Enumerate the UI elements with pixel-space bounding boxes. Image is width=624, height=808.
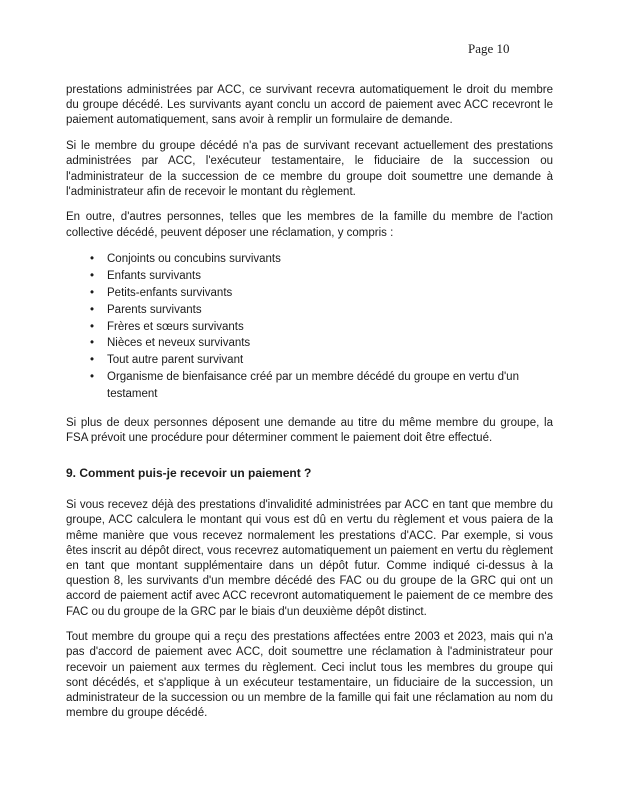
list-item-conjoints: • Conjoints ou concubins survivants — [66, 251, 553, 268]
paragraph-claim-required: Tout membre du groupe qui a reçu des prestations affectées entre 2003 et 2023, mais qui n'a pas d'accord de paiement avec ACC, doit soumettre une réclamation à l'administrateur pour recevoir un paiement aux termes du règlement. Ceci inclut tous les membres du groupe qui sont décédés, et s'applique à un exécuteur testamentaire, un fiduciaire de la succession, un administrateur de la succession ou un membre de la famille qui fait une réclamation au nom du membre du groupe décédé. — [66, 631, 553, 720]
page-content — [66, 83, 553, 732]
paragraph-multiple-claims: Si plus de deux personnes déposent une demande au titre du même membre du groupe, la FSA prévoit une procédure pour déterminer comment le paiement doit être effectué. — [66, 416, 553, 444]
list-item-enfants: • Enfants survivants — [66, 268, 553, 285]
list-item-petits-enfants: • Petits-enfants survivants — [66, 285, 553, 302]
paragraph-payment-method: Si vous recevez déjà des prestations d'invalidité administrées par ACC en tant que membre du groupe, ACC calculera le montant qui vous est dû en vertu du règlement et vous paiera de la même manière que vous recevez normalement les prestations d'ACC. Par exemple, si vous êtes inscrit au dépôt direct, vous recevrez automatiquement un paiement en vertu du règlement en tant que montant supplémentaire dans un dépôt futur. Comme indiqué ci-dessus à la question 8, les survivants d'un membre décédé des FAC ou du groupe de la GRC qui ont un accord de paiement actif avec ACC recevront automatiquement le paiement de ce membre des FAC ou du groupe de la GRC par le biais d'un deuxième dépôt distinct. — [66, 499, 553, 618]
paragraph-survivor-continuation: prestations administrées par ACC, ce survivant recevra automatiquement le droit du membre du groupe décédé. Les survivants ayant conclu un accord de paiement avec ACC recevront le paiement automatiquement, sans avoir à remplir un formulaire de demande. — [66, 84, 553, 127]
list-item-organisme-bienfaisance: • Organisme de bienfaisance créé par un membre décédé du groupe en vertu d'un testament — [66, 369, 553, 403]
paragraph-other-claimants-intro: En outre, d'autres personnes, telles que les membres de la famille du membre de l'action collective décédé, peuvent déposer une réclamation, y compris : — [66, 211, 553, 239]
page-number-label: Page 10 — [468, 41, 510, 56]
list-item-freres-soeurs: • Frères et sœurs survivants — [66, 319, 553, 336]
list-item-parents: • Parents survivants — [66, 302, 553, 319]
claimant-types-list — [66, 251, 553, 402]
section-heading-question-9: 9. Comment puis-je recevoir un paiement ? — [66, 465, 312, 480]
list-item-autre-parent: • Tout autre parent survivant — [66, 352, 553, 369]
paragraph-no-survivor: Si le membre du groupe décédé n'a pas de survivant recevant actuellement des prestations administrées par ACC, l'exécuteur testamentaire, le fiduciaire de la succession ou l'administrateur de la succession de ce membre du groupe doit soumettre une demande à l'administrateur afin de recevoir le montant du règlement. — [66, 140, 553, 198]
list-item-nieces-neveux: • Nièces et neveux survivants — [66, 335, 553, 352]
